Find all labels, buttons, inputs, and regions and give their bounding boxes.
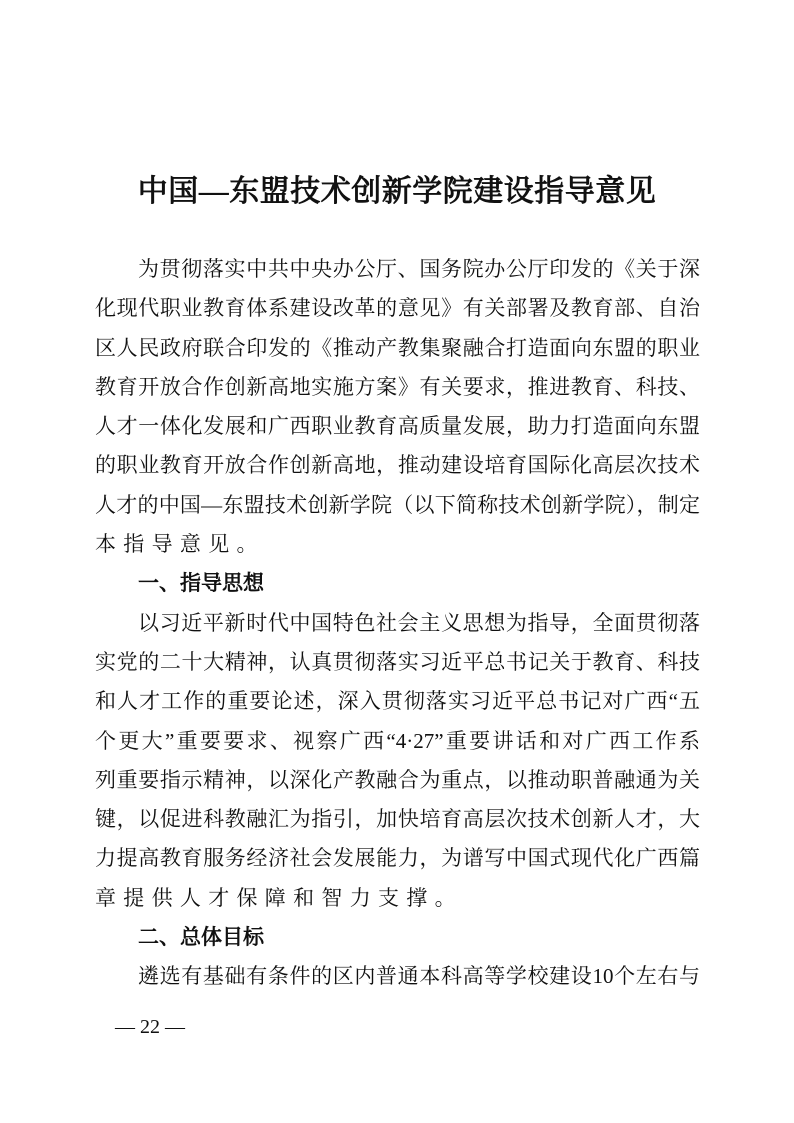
text-line: 力提高教育服务经济社会发展能力，为谱写中国式现代化广西篇 xyxy=(95,846,700,871)
section-heading-overall-goals: 二、总体目标 xyxy=(138,926,264,950)
text-line: 遴选有基础有条件的区内普通本科高等学校建设10个左右与 xyxy=(138,964,700,989)
text-line: 的职业教育开放合作创新高地，推动建设培育国际化高层次技术 xyxy=(95,453,700,478)
text-line: 人才一体化发展和广西职业教育高质量发展，助力打造面向东盟 xyxy=(95,414,700,439)
text-line: 本指导意见。 xyxy=(95,532,265,557)
document-title: 中国—东盟技术创新学院建设指导意见 xyxy=(137,175,657,208)
section-heading-guiding-ideology: 一、指导思想 xyxy=(138,572,264,596)
intro-paragraph xyxy=(95,250,700,564)
text-line: 教育开放合作创新高地实施方案》有关要求，推进教育、科技、 xyxy=(95,374,700,399)
text-line: 个更大”重要要求、视察广西“4·27”重要讲话和对广西工作系 xyxy=(95,728,700,753)
section2-paragraph xyxy=(95,957,700,996)
text-line: 为贯彻落实中共中央办公厅、国务院办公厅印发的《关于深 xyxy=(138,257,700,281)
text-line: 人才的中国—东盟技术创新学院（以下简称技术创新学院），制定 xyxy=(95,492,700,517)
text-line: 章提供人才保障和智力支撑。 xyxy=(95,885,463,910)
text-line: 区人民政府联合印发的《推动产教集聚融合打造面向东盟的职业 xyxy=(95,335,700,360)
text-line: 化现代职业教育体系建设改革的意见》有关部署及教育部、自治 xyxy=(95,296,700,321)
text-line: 和人才工作的重要论述，深入贯彻落实习近平总书记对广西“五 xyxy=(95,689,700,714)
text-line: 键，以促进科教融汇为指引，加快培育高层次技术创新人才，大 xyxy=(95,807,700,832)
page-number: — 22 — xyxy=(115,1016,185,1038)
text-line: 以习近平新时代中国特色社会主义思想为指导，全面贯彻落 xyxy=(138,610,700,635)
section1-paragraph xyxy=(95,604,700,918)
document-body xyxy=(95,250,700,997)
text-line: 列重要指示精神，以深化产教融合为重点，以推动职普融通为关 xyxy=(95,767,700,792)
text-line: 实党的二十大精神，认真贯彻落实习近平总书记关于教育、科技 xyxy=(95,649,700,674)
